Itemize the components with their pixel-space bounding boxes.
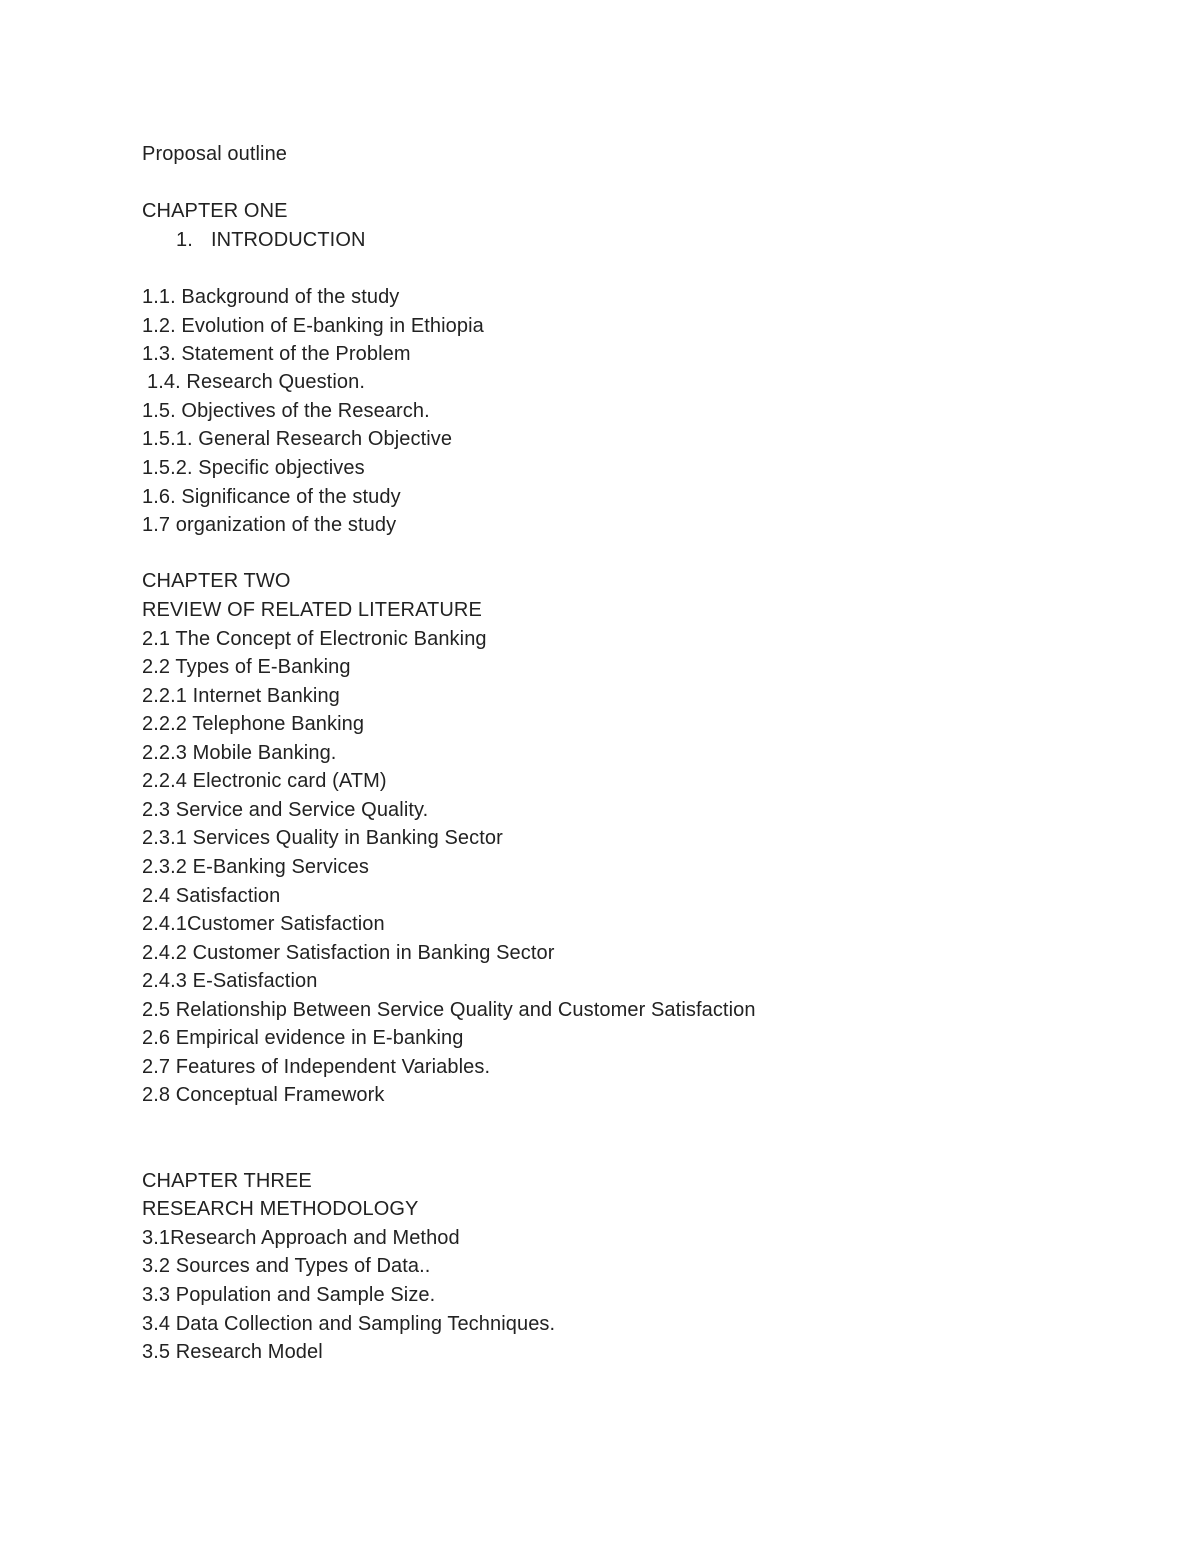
toc-entry: 2.4.1Customer Satisfaction [142,913,385,935]
chapter-two-heading: CHAPTER TWO [142,570,291,592]
toc-entry: 1.5.1. General Research Objective [142,428,453,450]
toc-entry: 3.5 Research Model [142,1341,323,1363]
toc-entry: 2.1 The Concept of Electronic Banking [142,628,487,650]
toc-entry: 2.3 Service and Service Quality. [142,799,429,821]
document-title: Proposal outline [142,143,288,165]
toc-entry: 1.6. Significance of the study [142,486,401,508]
chapter-two-subtitle: REVIEW OF RELATED LITERATURE [142,599,482,621]
toc-entry: 2.4 Satisfaction [142,885,281,907]
toc-entry: 1.4. Research Question. [147,371,365,393]
toc-entry: 2.2.4 Electronic card (ATM) [142,770,387,792]
toc-entry: 1.5.2. Specific objectives [142,457,365,479]
toc-entry: 2.7 Features of Independent Variables. [142,1056,491,1078]
toc-entry: 3.4 Data Collection and Sampling Techniques. [142,1313,556,1335]
chapter-one-list-item [176,227,366,253]
toc-entry: 2.2.2 Telephone Banking [142,713,365,735]
toc-entry: 1.3. Statement of the Problem [142,343,411,365]
toc-entry: 1.5. Objectives of the Research. [142,400,430,422]
toc-entry: 2.3.2 E-Banking Services [142,856,369,878]
chapter-three-subtitle: RESEARCH METHODOLOGY [142,1198,419,1220]
toc-entry: 1.1. Background of the study [142,286,400,308]
toc-entry: 3.3 Population and Sample Size. [142,1284,436,1306]
toc-entry: 2.4.3 E-Satisfaction [142,970,318,992]
toc-entry: 1.7 organization of the study [142,514,397,536]
toc-entry: 2.4.2 Customer Satisfaction in Banking Sector [142,942,555,964]
toc-entry: 3.1Research Approach and Method [142,1227,460,1249]
list-label: INTRODUCTION [211,229,366,251]
toc-entry: 2.3.1 Services Quality in Banking Sector [142,827,503,849]
toc-entry: 2.8 Conceptual Framework [142,1084,385,1106]
list-number: 1. [176,229,193,251]
toc-entry: 2.5 Relationship Between Service Quality and Customer Satisfaction [142,999,756,1021]
toc-entry: 2.2.3 Mobile Banking. [142,742,337,764]
toc-entry: 1.2. Evolution of E-banking in Ethiopia [142,315,484,337]
toc-entry: 2.6 Empirical evidence in E-banking [142,1027,464,1049]
chapter-three-heading: CHAPTER THREE [142,1170,312,1192]
toc-entry: 2.2 Types of E-Banking [142,656,351,678]
toc-entry: 3.2 Sources and Types of Data.. [142,1255,431,1277]
toc-entry: 2.2.1 Internet Banking [142,685,340,707]
chapter-one-heading: CHAPTER ONE [142,200,288,222]
